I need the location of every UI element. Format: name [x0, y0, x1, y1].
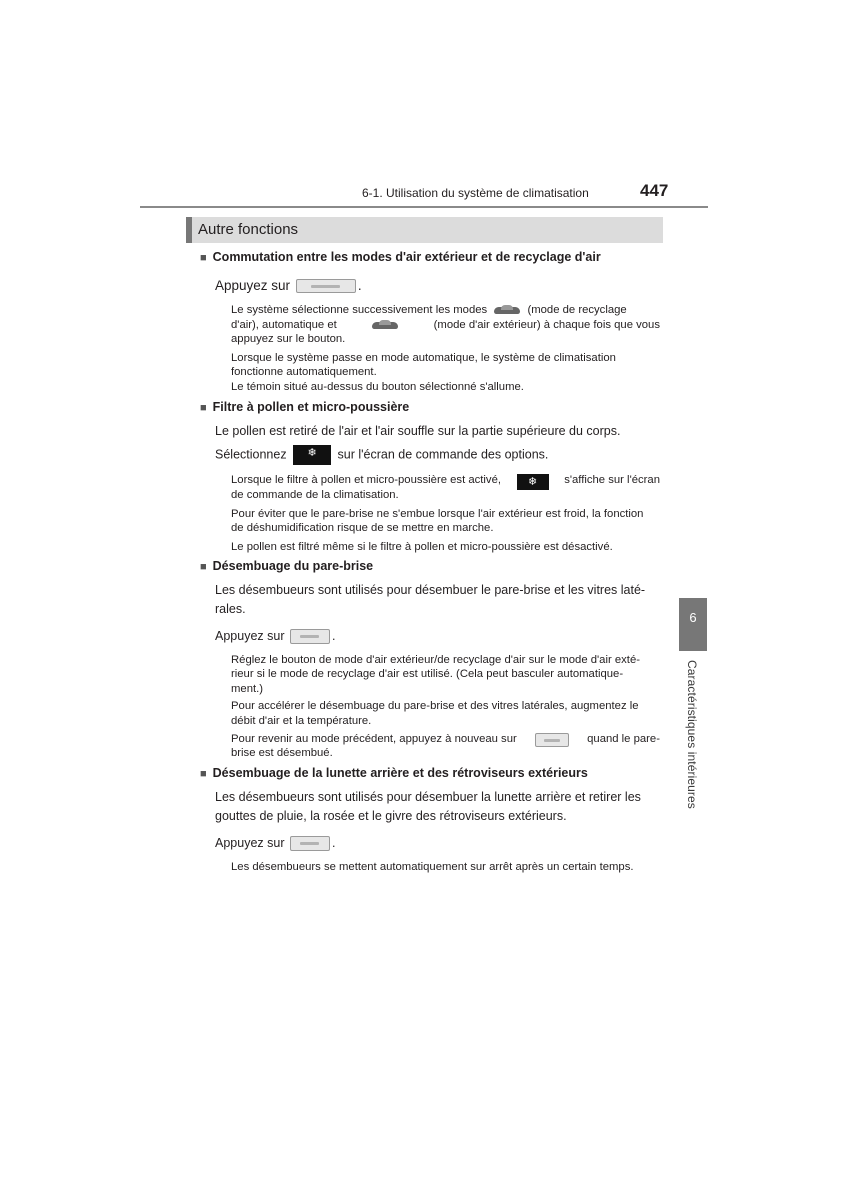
- pollen-filter-icon: [517, 474, 549, 490]
- note-line: Le système sélectionne successivement les modes (mode de recyclage: [231, 304, 627, 316]
- note-line: Le témoin situé au-dessus du bouton sélectionné s'allume.: [231, 381, 524, 393]
- note-line: Réglez le bouton de mode d'air extérieur/de recyclage d'air sur le mode d'air exté-: [231, 654, 640, 666]
- chapter-number: 6: [689, 610, 697, 625]
- pollen-filter-icon: [293, 445, 331, 465]
- note-line: rieur si le mode de recyclage d'air est utilisé. (Cela peut basculer automatique-: [231, 668, 624, 680]
- section-title: Autre fonctions: [198, 221, 299, 238]
- note-line: ment.): [231, 683, 264, 695]
- heading-air-mode: ■ Commutation entre les modes d'air extérieur et de recyclage d'air: [200, 250, 601, 264]
- section-title-bar: [186, 217, 663, 243]
- rear-defogger-button-icon: [290, 836, 330, 851]
- recirculation-mode-icon: [492, 304, 522, 316]
- header-divider: [140, 206, 708, 208]
- para-press-air-mode: Appuyez sur .: [215, 278, 362, 293]
- paragraph: Le pollen est retiré de l'air et l'air souffle sur la partie supérieure du corps.: [215, 424, 621, 438]
- air-mode-button-icon: [296, 279, 356, 293]
- windshield-defogger-button-icon: [535, 733, 569, 747]
- note-line: Le pollen est filtré même si le filtre à pollen et micro-poussière est désactivé.: [231, 541, 613, 553]
- chapter-tab: [679, 598, 707, 651]
- paragraph: Les désembueurs sont utilisés pour désembuer la lunette arrière et retirer les: [215, 790, 641, 804]
- note-line: de déshumidification risque de se mettre en marche.: [231, 522, 494, 534]
- running-header: 6-1. Utilisation du système de climatisation: [362, 186, 589, 200]
- note-line: appuyez sur le bouton.: [231, 333, 346, 345]
- note-line: brise est désembué.: [231, 747, 333, 759]
- heading-rear-defog: ■ Désembuage de la lunette arrière et des rétroviseurs extérieurs: [200, 766, 588, 780]
- paragraph: Les désembueurs sont utilisés pour désembuer le pare-brise et les vitres laté-: [215, 583, 646, 597]
- windshield-defogger-button-icon: [290, 629, 330, 644]
- heading-windshield-defog: ■ Désembuage du pare-brise: [200, 559, 373, 573]
- note-line: d'air), automatique et (mode d'air extérieur) à chaque fois que vous: [231, 319, 660, 331]
- note-line: de commande de la climatisation.: [231, 489, 399, 501]
- para-select-pollen: Sélectionnez ❄ sur l'écran de commande des options.: [215, 445, 548, 465]
- page-number: 447: [640, 181, 669, 200]
- outside-air-mode-icon: [370, 319, 400, 331]
- note-line: Pour éviter que le pare-brise ne s'embue lorsque l'air extérieur est froid, la fonction: [231, 508, 644, 520]
- note-line: Lorsque le système passe en mode automatique, le système de climatisation: [231, 352, 616, 364]
- para-press-rear: Appuyez sur .: [215, 836, 336, 850]
- note-line: Pour accélérer le désembuage du pare-brise et des vitres latérales, augmentez le: [231, 700, 639, 712]
- note-line: débit d'air et la température.: [231, 715, 372, 727]
- heading-pollen-filter: ■ Filtre à pollen et micro-poussière: [200, 400, 409, 414]
- note-line: Les désembueurs se mettent automatiquement sur arrêt après un certain temps.: [231, 861, 634, 873]
- paragraph: rales.: [215, 602, 246, 616]
- note-line: Lorsque le filtre à pollen et micro-poussière est activé, ❄ s'affiche sur l'écran: [231, 474, 660, 490]
- chapter-label: Caractéristiques intérieures: [685, 660, 699, 809]
- para-press-windshield: Appuyez sur .: [215, 629, 336, 643]
- note-line: Pour revenir au mode précédent, appuyez à nouveau sur quand le pare-: [231, 733, 660, 745]
- paragraph: gouttes de pluie, la rosée et le givre des rétroviseurs extérieurs.: [215, 809, 567, 823]
- note-line: fonctionne automatiquement.: [231, 366, 377, 378]
